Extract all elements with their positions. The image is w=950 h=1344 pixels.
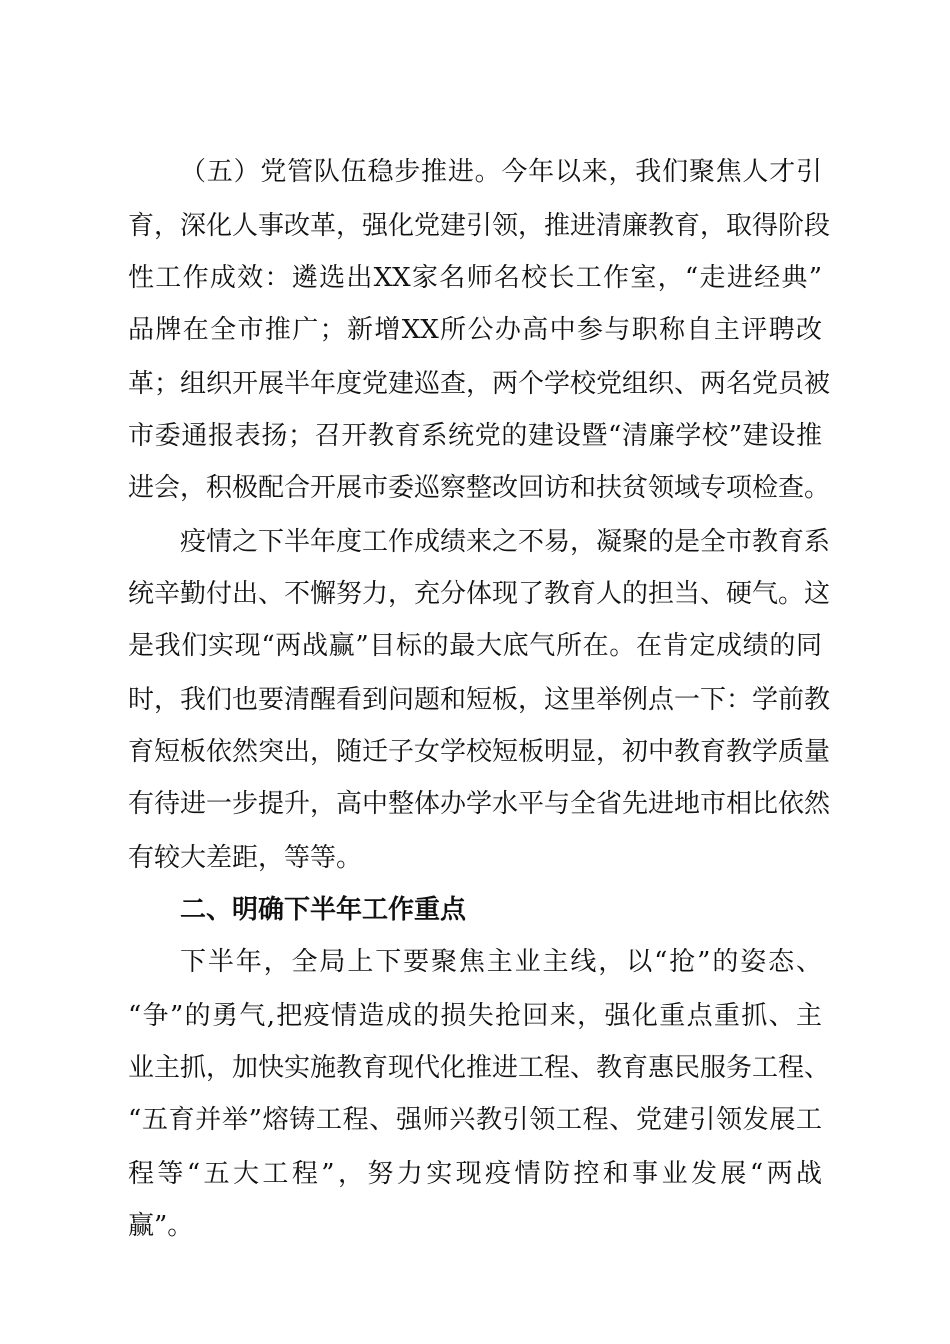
paragraph-1-line: （五）党管队伍稳步推进。今年以来，我们聚焦人才引 — [180, 157, 822, 187]
paragraph-3-line: 程等“五大工程”，努力实现疫情防控和事业发展“两战 — [128, 1159, 822, 1189]
paragraph-3-line: “争”的勇气,把疫情造成的损失抢回来，强化重点重抓、主 — [128, 1001, 822, 1031]
paragraph-2-line: 时，我们也要清醒看到问题和短板，这里举例点一下：学前教 — [128, 685, 831, 715]
paragraph-3-line: “五育并举”熔铸工程、强师兴教引领工程、党建引领发展工 — [128, 1105, 822, 1135]
paragraph-3-line: 业主抓，加快实施教育现代化推进工程、教育惠民服务工程、 — [128, 1053, 831, 1083]
paragraph-1-line: 育，深化人事改革，强化党建引领，推进清廉教育，取得阶段 — [128, 211, 831, 241]
paragraph-1-line: 品牌在全市推广；新增XX所公办高中参与职称自主评聘改 — [128, 315, 822, 345]
paragraph-3-line: 赢”。 — [128, 1211, 194, 1241]
paragraph-1-line: 革；组织开展半年度党建巡查，两个学校党组织、两名党员被 — [128, 369, 831, 399]
paragraph-2-line: 育短板依然突出，随迁子女学校短板明显，初中教育教学质量 — [128, 737, 831, 767]
paragraph-3-line: 下半年，全局上下要聚焦主业主线，以“抢”的姿态、 — [180, 947, 822, 977]
paragraph-2-line: 统辛勤付出、不懈努力，充分体现了教育人的担当、硬气。这 — [128, 579, 831, 609]
paragraph-1-line: 进会，积极配合开展市委巡察整改回访和扶贫领域专项检查。 — [128, 473, 831, 503]
paragraph-2-line: 有较大差距，等等。 — [128, 843, 363, 873]
paragraph-2-line: 疫情之下半年度工作成绩来之不易，凝聚的是全市教育系 — [180, 527, 831, 557]
paragraph-2-line: 有待进一步提升，高中整体办学水平与全省先进地市相比依然 — [128, 789, 831, 819]
paragraph-2-line: 是我们实现“两战赢”目标的最大底气所在。在肯定成绩的同 — [128, 631, 822, 661]
paragraph-1-line: 性工作成效：遴选出XX家名师名校长工作室，“走进经典” — [128, 263, 822, 293]
section-heading: 二、明确下半年工作重点 — [180, 895, 467, 925]
paragraph-1-line: 市委通报表扬；召开教育系统党的建设暨“清廉学校”建设推 — [128, 421, 822, 451]
